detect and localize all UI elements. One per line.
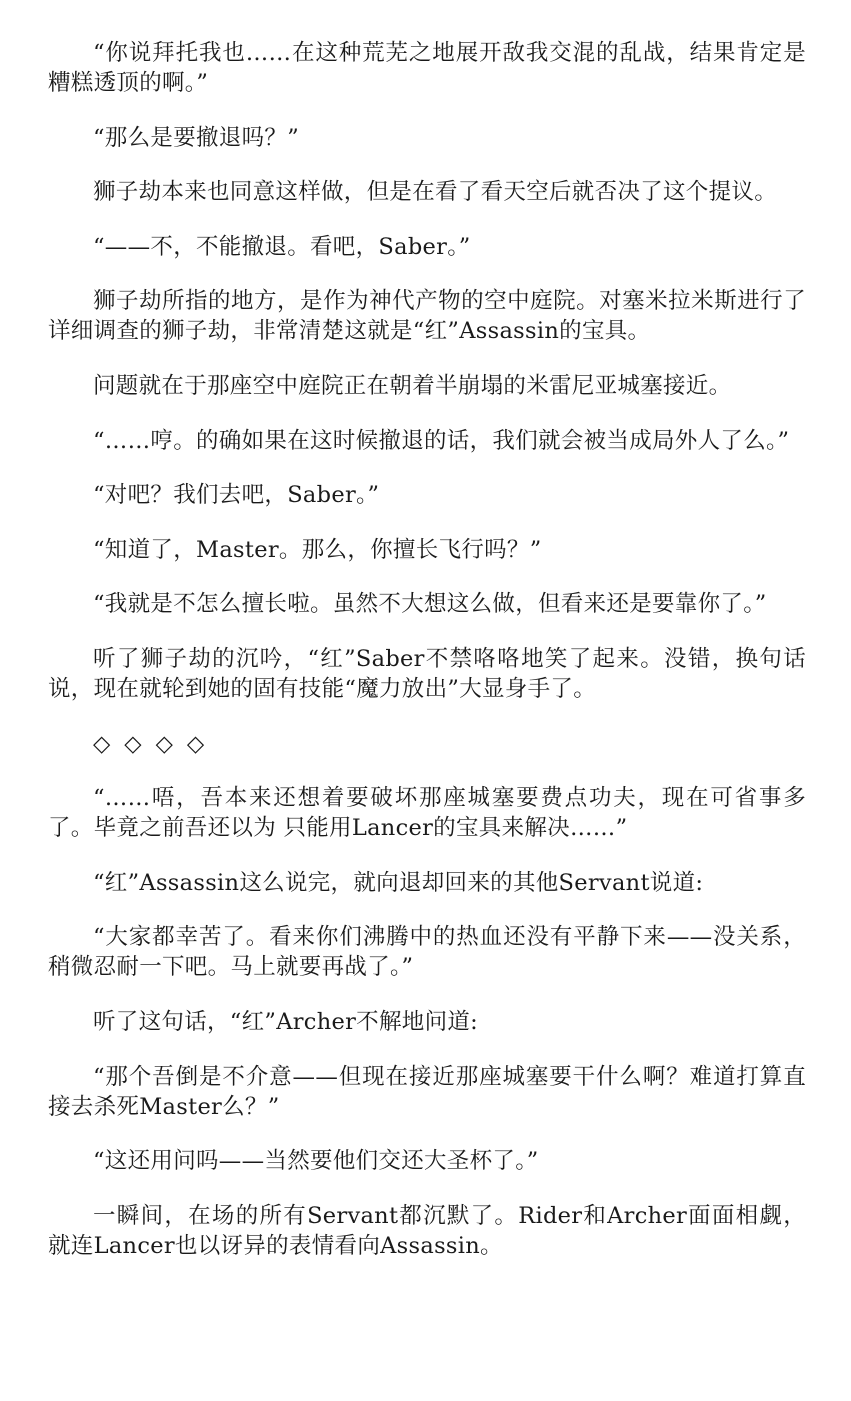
paragraph-17: “这还用问吗——当然要他们交还大圣杯了。” (93, 1148, 539, 1175)
paragraph-2: “那么是要撤退吗？” (93, 124, 300, 151)
paragraph-10: “我就是不怎么擅长啦。虽然不大想这么做，但看来还是要靠你了。” (93, 591, 767, 618)
paragraph-5: 狮子劫所指的地方，是作为神代产物的空中庭院。对塞米拉米斯进行了详细调查的狮子劫，非常清楚这就是“红”Assassin的宝具。 (48, 288, 806, 345)
scene-break-separator: ◇◇◇◇ (93, 730, 219, 757)
paragraph-15: 听了这句话，“红”Archer不解地问道: (93, 1008, 479, 1035)
paragraph-18: 一瞬间，在场的所有Servant都沉默了。Rider和Archer面面相觑，就连Lancer也以讶异的表情看向Assassin。 (48, 1202, 806, 1259)
paragraph-9: “知道了，Master。那么，你擅长飞行吗？” (93, 536, 542, 563)
paragraph-4: “——不，不能撤退。看吧，Saber。” (93, 233, 471, 260)
paragraph-11: 听了狮子劫的沉吟，“红”Saber不禁咯咯地笑了起来。没错，换句话说，现在就轮到她的固有技能“魔力放出”大显身手了。 (48, 645, 806, 702)
paragraph-1: “你说拜托我也……在这种荒芜之地展开敌我交混的乱战，结果肯定是糟糕透顶的啊。” (48, 40, 806, 96)
paragraph-3: 狮子劫本来也同意这样做，但是在看了看天空后就否决了这个提议。 (93, 179, 778, 206)
paragraph-13: “红”Assassin这么说完，就向退却回来的其他Servant说道: (93, 869, 704, 896)
paragraph-12: “……唔，吾本来还想着要破坏那座城塞要费点功夫，现在可省事多了。毕竟之前吾还以为 只能用Lancer的宝具来解决……” (48, 785, 806, 842)
paragraph-14: “大家都幸苦了。看来你们沸腾中的热血还没有平静下来——没关系，稍微忍耐一下吧。马上就要再战了。” (48, 924, 806, 981)
paragraph-8: “对吧？我们去吧，Saber。” (93, 482, 380, 509)
paragraph-6: 问题就在于那座空中庭院正在朝着半崩塌的米雷尼亚城塞接近。 (93, 372, 732, 399)
paragraph-16: “那个吾倒是不介意——但现在接近那座城塞要干什么啊？难道打算直接去杀死Master么？” (48, 1063, 806, 1120)
paragraph-7: “……哼。的确如果在这时候撤退的话，我们就会被当成局外人了么。” (93, 427, 790, 454)
document-page (48, 38, 806, 1285)
